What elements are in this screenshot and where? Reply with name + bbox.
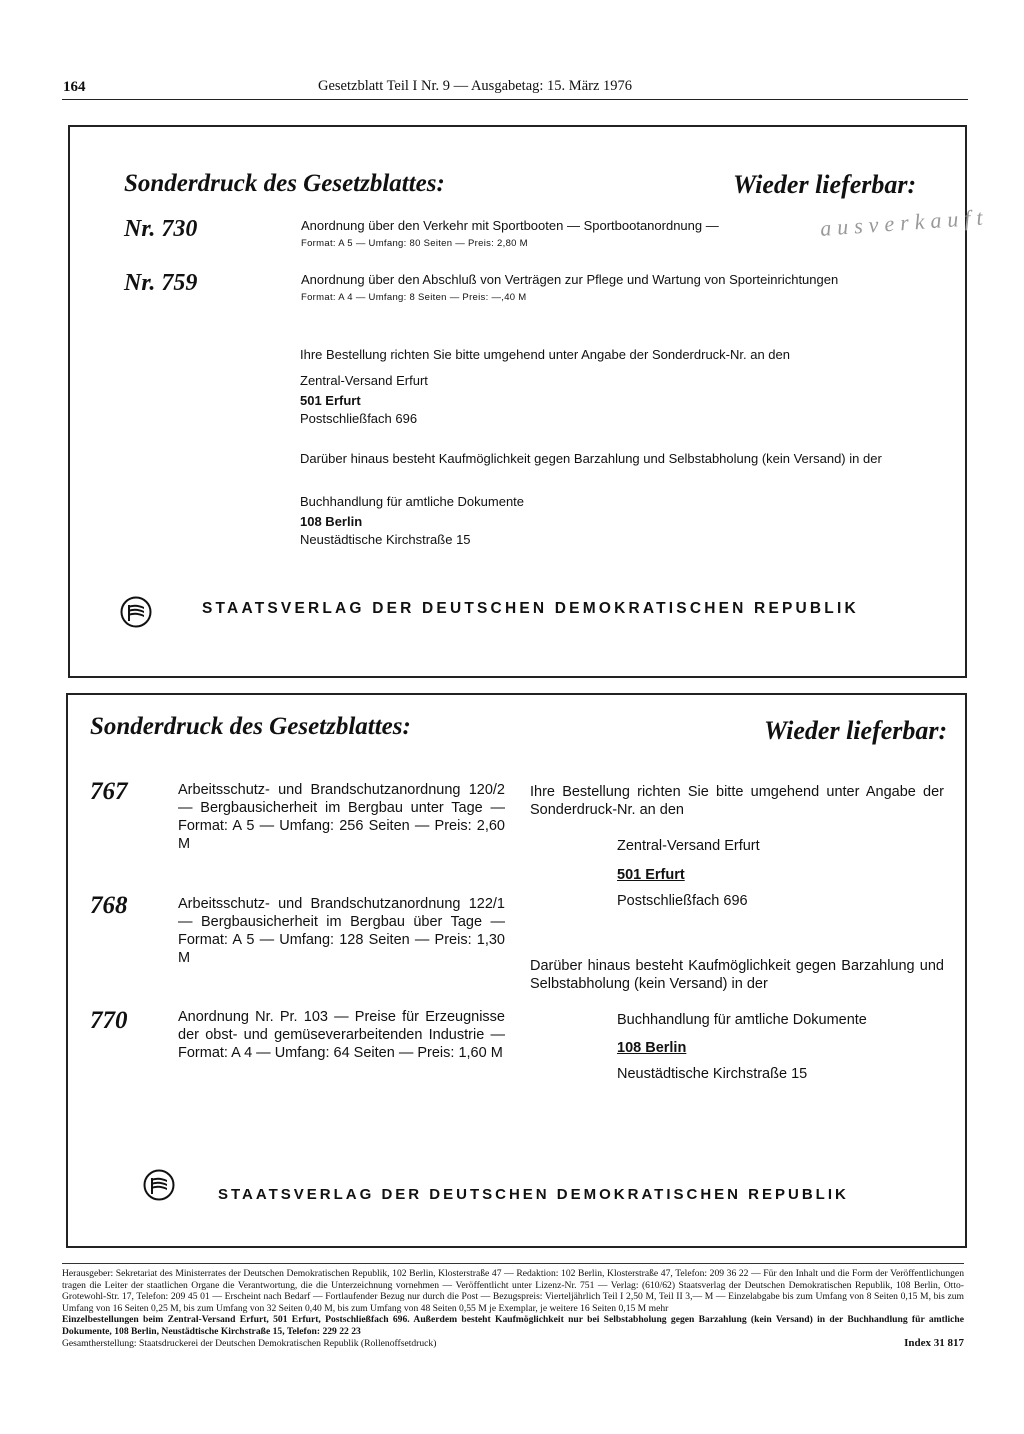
box2-item-text: Anordnung Nr. Pr. 103 — Preise für Erzeugnisse der obst- und gemüseverarbeitenden Industrie — Format: A 4 — Umfang: 64 Seiten — Preis: 1,60 M [178,1009,505,1061]
box2-title-right: Wieder lieferbar: [764,716,948,745]
box2-item-text: Arbeitsschutz- und Brandschutzanordnung 122/1 — Bergbausicherheit im Bergbau über Tage — Format: A 5 — Umfang: 128 Seiten — Preis: 1,30 M [178,896,505,966]
box2-purchase-text: Darüber hinaus besteht Kaufmöglichkeit gegen Barzahlung und Selbstabholung (kein Versand) in der [530,958,944,992]
box1-address2-line3: Neustädtische Kirchstraße 15 [300,532,471,547]
box2-address1-line3: Postschließfach 696 [617,893,748,909]
box1-publisher: STAATSVERLAG DER DEUTSCHEN DEMOKRATISCHEN REPUBLIK [202,600,859,617]
box1-item-details: Format: A 4 — Umfang: 8 Seiten — Preis: —,40 M [301,292,527,303]
imprint-printer: Gesamtherstellung: Staatsdruckerei der Deutschen Demokratischen Republik (Rollenoffsetdruck) [62,1337,437,1349]
box2-address2-line2: 108 Berlin [617,1040,687,1056]
box1-item-number: Nr. 730 [124,216,198,242]
box2-publisher: STAATSVERLAG DER DEUTSCHEN DEMOKRATISCHEN REPUBLIK [218,1186,849,1203]
imprint-paragraph-1: Herausgeber: Sekretariat des Ministerrates der Deutschen Demokratischen Republik, 102 Berlin, Klosterstraße 47 — Redaktion: 102 Berlin, Klosterstraße 47, Telefon: 209 36 22 — Für den Inhalt und die Form der Veröffentlichungen tragen die Leiter der staatlichen Organe die Verantwortung, die die Unterzeichnung vornehmen — Veröffentlicht unter Lizenz-Nr. 751 — Verlag: (610/62) Staatsverlag der Deutschen Demokratischen Republik, 108 Berlin, Otto-Grotewohl-Str. 17, Telefon: 209 45 01 — Erscheint nach Bedarf — Fortlaufender Bezug nur durch die Post — Bezugspreis: Vierteljährlich Teil I 2,50 M, Teil II 3,— M — Einzelabgabe bis zum Umfang von 8 Seiten 0,15 M, bis zum Umfang von 16 Seiten 0,25 M, bis zum Umfang von 32 Seiten 0,40 M, bis zum Umfang von 48 Seiten 0,55 M je Exemplar, je weitere 16 Seiten 0,15 M mehr [62,1268,964,1314]
box1-item-title: Anordnung über den Verkehr mit Sportbooten — Sportbootanordnung — [301,218,719,233]
box1-address1-line1: Zentral-Versand Erfurt [300,373,428,388]
box1-purchase-text: Darüber hinaus besteht Kaufmöglichkeit gegen Barzahlung und Selbstabholung (kein Versand) in der [300,451,882,466]
box2-order-text: Ihre Bestellung richten Sie bitte umgehend unter Angabe der Sonderdruck-Nr. an den [530,784,944,818]
box1-address1-line2: 501 Erfurt [300,393,361,408]
imprint-footer-line [62,1338,964,1350]
box1-item-number: Nr. 759 [124,270,198,296]
box2-title-left: Sonderdruck des Gesetzblattes: [90,713,411,740]
handwritten-note: ausverkauft [819,204,990,241]
box2-item-number: 767 [90,778,128,805]
box1-title-left: Sonderdruck des Gesetzblattes: [124,170,445,197]
staatsverlag-logo [120,596,152,628]
advertisement-box-1 [68,125,967,678]
box2-address1-line1: Zentral-Versand Erfurt [617,838,760,854]
box1-title-right: Wieder lieferbar: [733,170,917,199]
imprint-index: Index 31 817 [904,1336,964,1349]
page-number: 164 [63,79,86,95]
running-title: Gesetzblatt Teil I Nr. 9 — Ausgabetag: 15. März 1976 [318,78,633,94]
box1-item-details: Format: A 5 — Umfang: 80 Seiten — Preis: 2,80 M [301,238,528,249]
imprint-paragraph-2: Einzelbestellungen beim Zentral-Versand Erfurt, 501 Erfurt, Postschließfach 696. Außerdem besteht Kaufmöglichkeit nur bei Selbstabholung gegen Barzahlung (kein Versand) in der Buchhandlung für amtliche Dokumente, 108 Berlin, Neustädtische Kirchstraße 15, Telefon: 229 22 23 [62,1314,964,1337]
box1-order-text: Ihre Bestellung richten Sie bitte umgehend unter Angabe der Sonderdruck-Nr. an den [300,347,790,362]
box2-address2-line1: Buchhandlung für amtliche Dokumente [617,1012,867,1028]
imprint-rule [62,1263,964,1264]
box1-address2-line1: Buchhandlung für amtliche Dokumente [300,494,525,509]
box2-item-number: 770 [90,1007,128,1034]
staatsverlag-logo [143,1169,175,1201]
imprint [62,1268,964,1349]
box1-address1-line3: Postschließfach 696 [300,411,418,426]
box2-item-number: 768 [90,892,128,919]
header-rule [62,99,968,100]
box2-address1-line2: 501 Erfurt [617,867,685,883]
box1-address2-line2: 108 Berlin [300,514,363,529]
box2-item-text: Arbeitsschutz- und Brandschutzanordnung 120/2 — Bergbausicherheit im Bergbau unter Tage — Format: A 5 — Umfang: 256 Seiten — Preis: 2,60 M [178,782,505,852]
box1-item-title: Anordnung über den Abschluß von Verträgen zur Pflege und Wartung von Sporteinrichtungen [301,272,839,287]
box2-address2-line3: Neustädtische Kirchstraße 15 [617,1066,808,1082]
